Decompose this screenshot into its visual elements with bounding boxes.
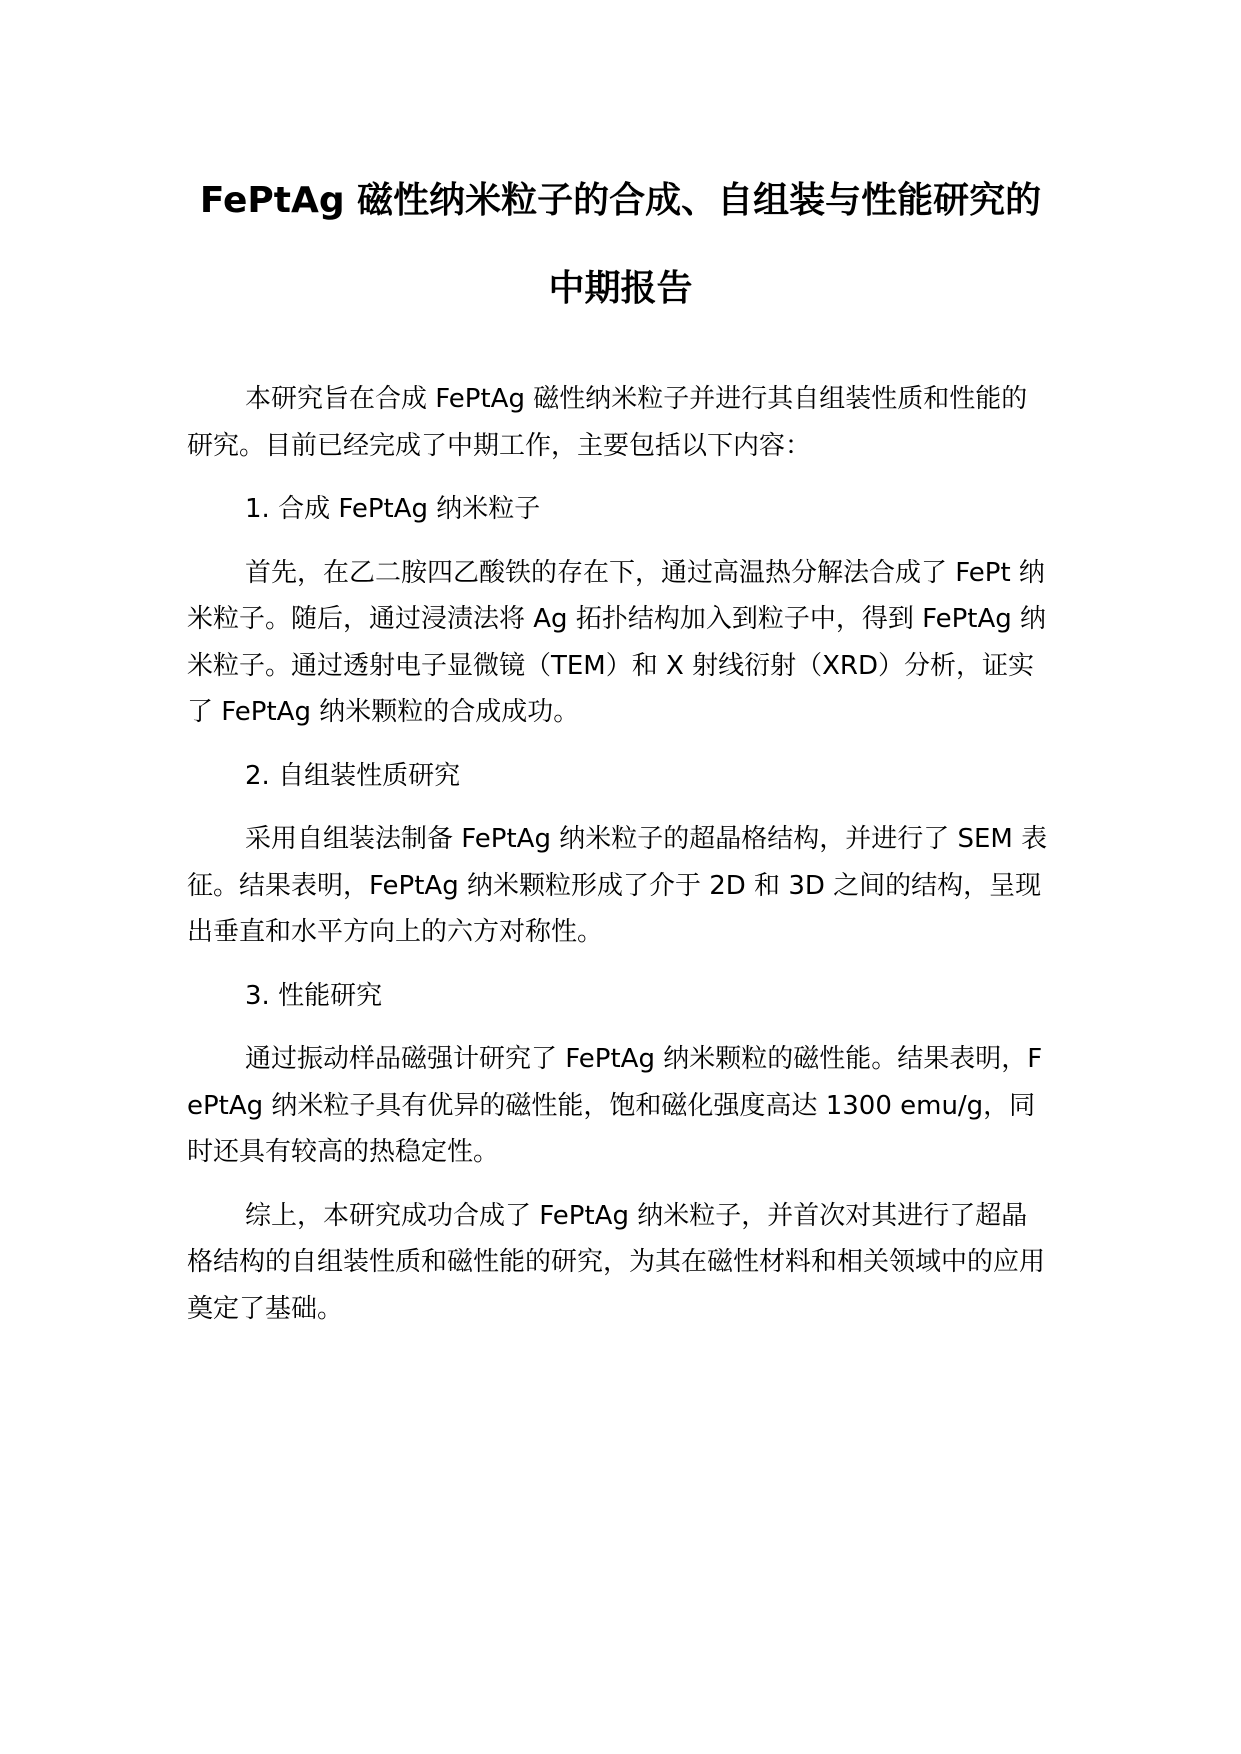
section-heading-synthesis: 1. 合成 FePtAg 纳米粒子: [245, 494, 541, 524]
document-body: [187, 376, 1053, 1349]
section-body-self-assembly: 采用自组装法制备 FePtAg 纳米粒子的超晶格结构，并进行了 SEM 表征。结果表明，FePtAg 纳米颗粒形成了介于 2D 和 3D 之间的结构，呈现出垂直和水平方向上的六方对称性。: [187, 824, 1048, 947]
document-title-line-1: FePtAg 磁性纳米粒子的合成、自组装与性能研究的: [199, 180, 1042, 221]
document-title-line-2: 中期报告: [548, 268, 693, 309]
section-heading-self-assembly: 2. 自组装性质研究: [245, 760, 461, 791]
section-body-synthesis: 首先，在乙二胺四乙酸铁的存在下，通过高温热分解法合成了 FePt 纳米粒子。随后，通过浸渍法将 Ag 拓扑结构加入到粒子中，得到 FePtAg 纳米粒子。通过透射电子显微镜（TEM）和 X 射线衍射（XRD）分析，证实了 FePtAg 纳米颗粒的合成成功。: [187, 557, 1047, 727]
section-body-performance: 通过振动样品磁强计研究了 FePtAg 纳米颗粒的磁性能。结果表明，FePtAg 纳米粒子具有优异的磁性能，饱和磁化强度高达 1300 emu/g，同时还具有较高的热稳定性。: [187, 1044, 1043, 1167]
intro-paragraph: 本研究旨在合成 FePtAg 磁性纳米粒子并进行其自组装性质和性能的研究。目前已经完成了中期工作，主要包括以下内容：: [187, 384, 1028, 461]
section-heading-performance: 3. 性能研究: [245, 980, 383, 1011]
conclusion-paragraph: 综上，本研究成功合成了 FePtAg 纳米粒子，并首次对其进行了超晶格结构的自组装性质和磁性能的研究，为其在磁性材料和相关领域中的应用奠定了基础。: [187, 1200, 1046, 1324]
